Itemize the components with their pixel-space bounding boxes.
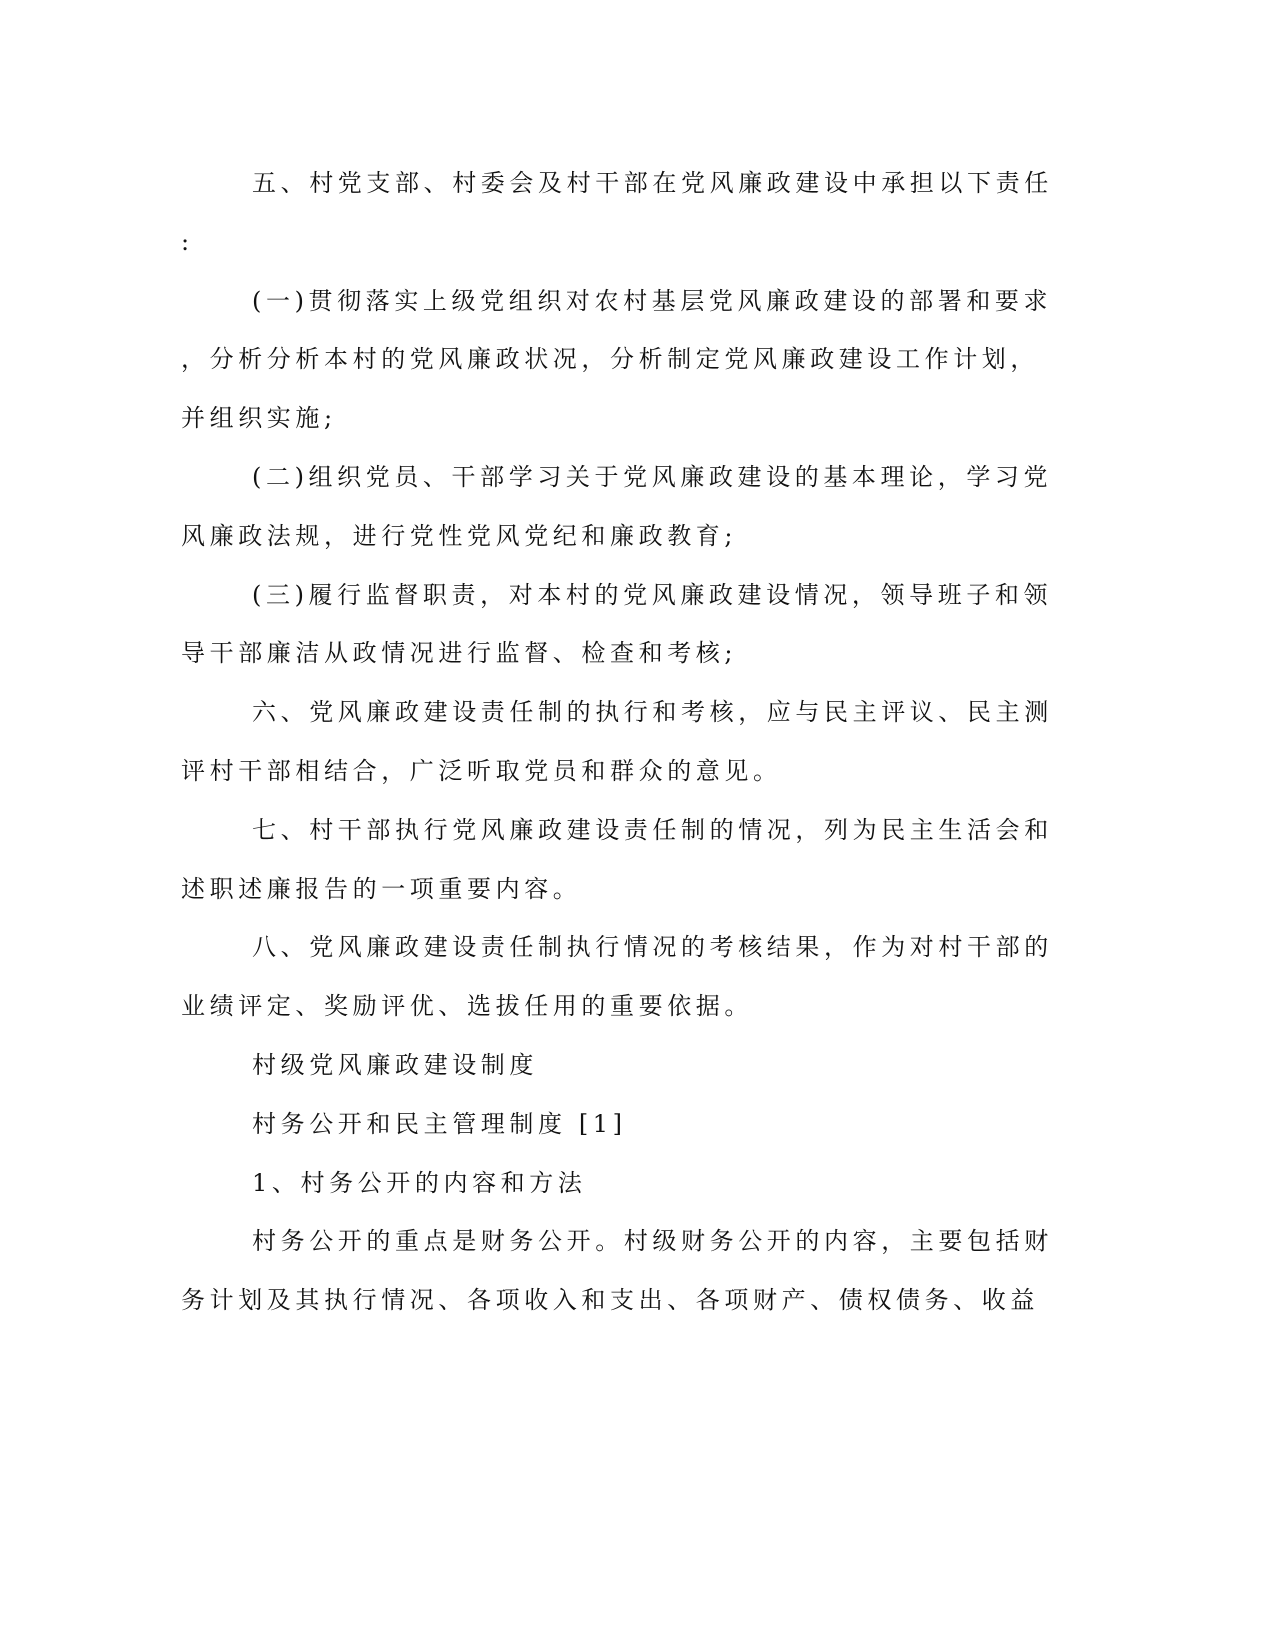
paragraph-line: 风廉政法规，进行党性党风党纪和廉政教育;	[181, 521, 738, 550]
section-heading: 村级党风廉政建设制度	[252, 1051, 538, 1079]
paragraph-line: 村务公开的重点是财务公开。村级财务公开的内容，主要包括财	[252, 1227, 1053, 1256]
paragraph-line: 述职述廉报告的一项重要内容。	[181, 874, 582, 903]
paragraph-line: (三)履行监督职责，对本村的党风廉政建设情况，领导班子和领	[252, 580, 1053, 609]
paragraph-line: 业绩评定、奖励评优、选拔任用的重要依据。	[181, 992, 753, 1021]
subsection-heading: 1、村务公开的内容和方法	[252, 1168, 587, 1197]
section-heading: 村务公开和民主管理制度 [1]	[252, 1109, 627, 1138]
paragraph-line: 导干部廉洁从政情况进行监督、检查和考核;	[181, 639, 738, 668]
paragraph-line: 务计划及其执行情况、各项收入和支出、各项财产、债权债务、收益	[181, 1286, 1039, 1315]
paragraph-line: (二)组织党员、干部学习关于党风廉政建设的基本理论，学习党	[252, 463, 1053, 491]
paragraph-line: (一)贯彻落实上级党组织对农村基层党风廉政建设的部署和要求	[252, 286, 1053, 315]
paragraph-line: 七、村干部执行党风廉政建设责任制的情况，列为民主生活会和	[252, 815, 1053, 844]
paragraph-line: 评村干部相结合，广泛听取党员和群众的意见。	[181, 757, 782, 785]
paragraph-line: 六、党风廉政建设责任制的执行和考核，应与民主评议、民主测	[252, 698, 1053, 727]
paragraph-line: 八、党风廉政建设责任制执行情况的考核结果，作为对村干部的	[252, 933, 1053, 962]
paragraph-line: ，分析分析本村的党风廉政状况，分析制定党风廉政建设工作计划，	[181, 345, 1039, 374]
paragraph-line: 五、村党支部、村委会及村干部在党风廉政建设中承担以下责任	[252, 169, 1053, 197]
paragraph-line: :	[181, 227, 194, 256]
paragraph-line: 并组织实施;	[181, 404, 337, 433]
